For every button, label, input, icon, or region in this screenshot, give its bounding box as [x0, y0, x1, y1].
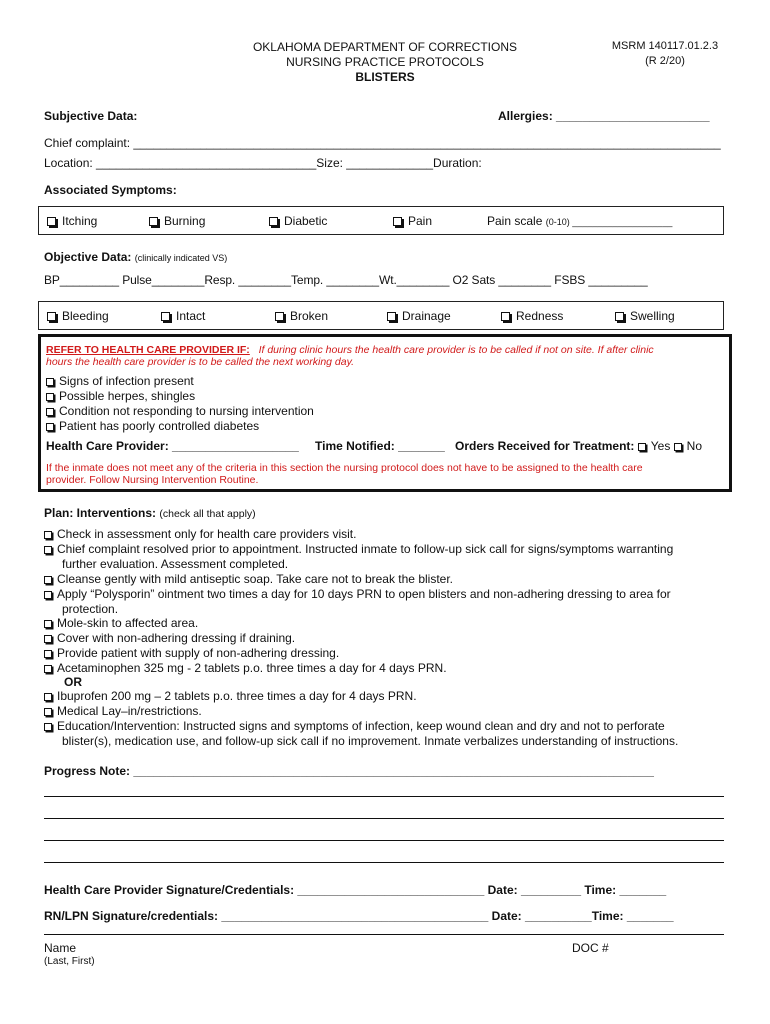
checkbox-no[interactable]: No	[674, 439, 702, 453]
associated-symptoms-label: Associated Symptoms:	[44, 183, 177, 197]
name-sublabel: (Last, First)	[44, 956, 95, 967]
progress-line-3[interactable]	[44, 840, 724, 841]
chief-complaint-field[interactable]: Chief complaint: ________________________________________________________________________________________	[44, 136, 721, 150]
checkbox-drainage[interactable]: Drainage	[387, 309, 451, 323]
refer-box	[38, 334, 732, 492]
intervention-ibuprofen[interactable]: Ibuprofen 200 mg – 2 tablets p.o. three times a day for 4 days PRN.	[44, 689, 724, 704]
objective-label: Objective Data: (clinically indicated VS)	[44, 250, 228, 264]
doc-number-label: DOC #	[572, 941, 609, 955]
intervention-supply[interactable]: Provide patient with supply of non-adhering dressing.	[44, 646, 724, 661]
criteria-infection[interactable]: Signs of infection present	[46, 374, 194, 388]
intervention-resolved[interactable]: Chief complaint resolved prior to appointment. Instructed inmate to follow-up sick call for signs/symptoms warranting	[44, 542, 724, 557]
pain-scale-field[interactable]: Pain scale (0-10) ____________________	[487, 214, 673, 228]
health-care-provider-field[interactable]: Health Care Provider: ___________________	[46, 439, 299, 453]
page-title: BLISTERS	[355, 70, 415, 84]
criteria-not-responding[interactable]: Condition not responding to nursing intervention	[46, 404, 314, 418]
refer-intro-2: hours the health care provider is to be called the next working day.	[46, 356, 354, 368]
header-protocols: NURSING PRACTICE PROTOCOLS	[286, 55, 484, 69]
allergies-field[interactable]: Allergies: _______________________	[498, 109, 710, 123]
intervention-acetaminophen[interactable]: Acetaminophen 325 mg - 2 tablets p.o. three times a day for 4 days PRN.	[44, 661, 724, 676]
criteria-herpes[interactable]: Possible herpes, shingles	[46, 389, 195, 403]
plan-label: Plan: Interventions: (check all that apply)	[44, 506, 256, 520]
checkbox-diabetic[interactable]: Diabetic	[269, 214, 327, 228]
intervention-education-cont: blister(s), medication use, and follow-up sick call if no improvement. Inmate verbalizes understanding of instructions.	[62, 734, 679, 748]
associated-symptoms-box	[38, 206, 724, 235]
intervention-mole-skin[interactable]: Mole-skin to affected area.	[44, 616, 724, 631]
checkbox-yes[interactable]: Yes	[638, 439, 671, 453]
intervention-cleanse[interactable]: Cleanse gently with mild antiseptic soap. Take care not to break the blister.	[44, 572, 724, 587]
refer-intro-1: REFER TO HEALTH CARE PROVIDER IF: If during clinic hours the health care provider is to be called if not on site. If after clinic	[46, 344, 654, 356]
checkbox-broken[interactable]: Broken	[275, 309, 328, 323]
progress-line-4[interactable]	[44, 862, 724, 863]
rn-signature-field[interactable]: RN/LPN Signature/credentials: ________________________________________ Date: __________Time: _______	[44, 909, 674, 923]
intervention-polysporin[interactable]: Apply “Polysporin” ointment two times a day for 10 days PRN to open blisters and non-adhering dressing to area for	[44, 587, 724, 602]
intervention-cover[interactable]: Cover with non-adhering dressing if draining.	[44, 631, 724, 646]
vitals-field[interactable]: BP_________ Pulse________Resp. ________Temp. ________Wt.________ O2 Sats ________ FSBS _________	[44, 273, 648, 287]
or-label: OR	[64, 675, 82, 689]
location-size-duration-field[interactable]: Location: _________________________________Size: _____________Duration:	[44, 156, 482, 170]
form-revision: (R 2/20)	[645, 55, 685, 67]
hcp-signature-field[interactable]: Health Care Provider Signature/Credentials: ____________________________ Date: _________ Time: _______	[44, 883, 667, 897]
subjective-label: Subjective Data:	[44, 109, 138, 123]
time-notified-field[interactable]: Time Notified: _______	[315, 439, 445, 453]
progress-note-field[interactable]: Progress Note: ______________________________________________________________________________	[44, 764, 654, 778]
refer-footer-2: provider. Follow Nursing Intervention Routine.	[46, 474, 259, 486]
refer-footer-1: If the inmate does not meet any of the criteria in this section the nursing protocol does not have to be assigned to the health care	[46, 462, 643, 474]
criteria-diabetes[interactable]: Patient has poorly controlled diabetes	[46, 419, 259, 433]
checkbox-pain[interactable]: Pain	[393, 214, 432, 228]
progress-line-1[interactable]	[44, 796, 724, 797]
checkbox-swelling[interactable]: Swelling	[615, 309, 675, 323]
objective-findings-box	[38, 301, 724, 330]
intervention-resolved-cont: further evaluation. Assessment completed.	[62, 557, 289, 571]
intervention-lay-in[interactable]: Medical Lay–in/restrictions.	[44, 704, 724, 719]
name-label: Name	[44, 941, 77, 955]
form-code: MSRM 140117.01.2.3	[611, 40, 719, 52]
checkbox-burning[interactable]: Burning	[149, 214, 205, 228]
intervention-polysporin-cont: protection.	[62, 602, 119, 616]
progress-line-2[interactable]	[44, 818, 724, 819]
footer-divider	[44, 934, 724, 935]
checkbox-itching[interactable]: Itching	[47, 214, 97, 228]
checkbox-redness[interactable]: Redness	[501, 309, 563, 323]
checkbox-intact[interactable]: Intact	[161, 309, 205, 323]
intervention-check-in[interactable]: Check in assessment only for health care providers visit.	[44, 527, 724, 542]
checkbox-bleeding[interactable]: Bleeding	[47, 309, 109, 323]
orders-received: Orders Received for Treatment: Yes No	[455, 439, 703, 453]
intervention-education[interactable]: Education/Intervention: Instructed signs and symptoms of infection, keep wound clean and dry and not to perforate	[44, 719, 724, 734]
header-agency: OKLAHOMA DEPARTMENT OF CORRECTIONS	[252, 40, 518, 54]
